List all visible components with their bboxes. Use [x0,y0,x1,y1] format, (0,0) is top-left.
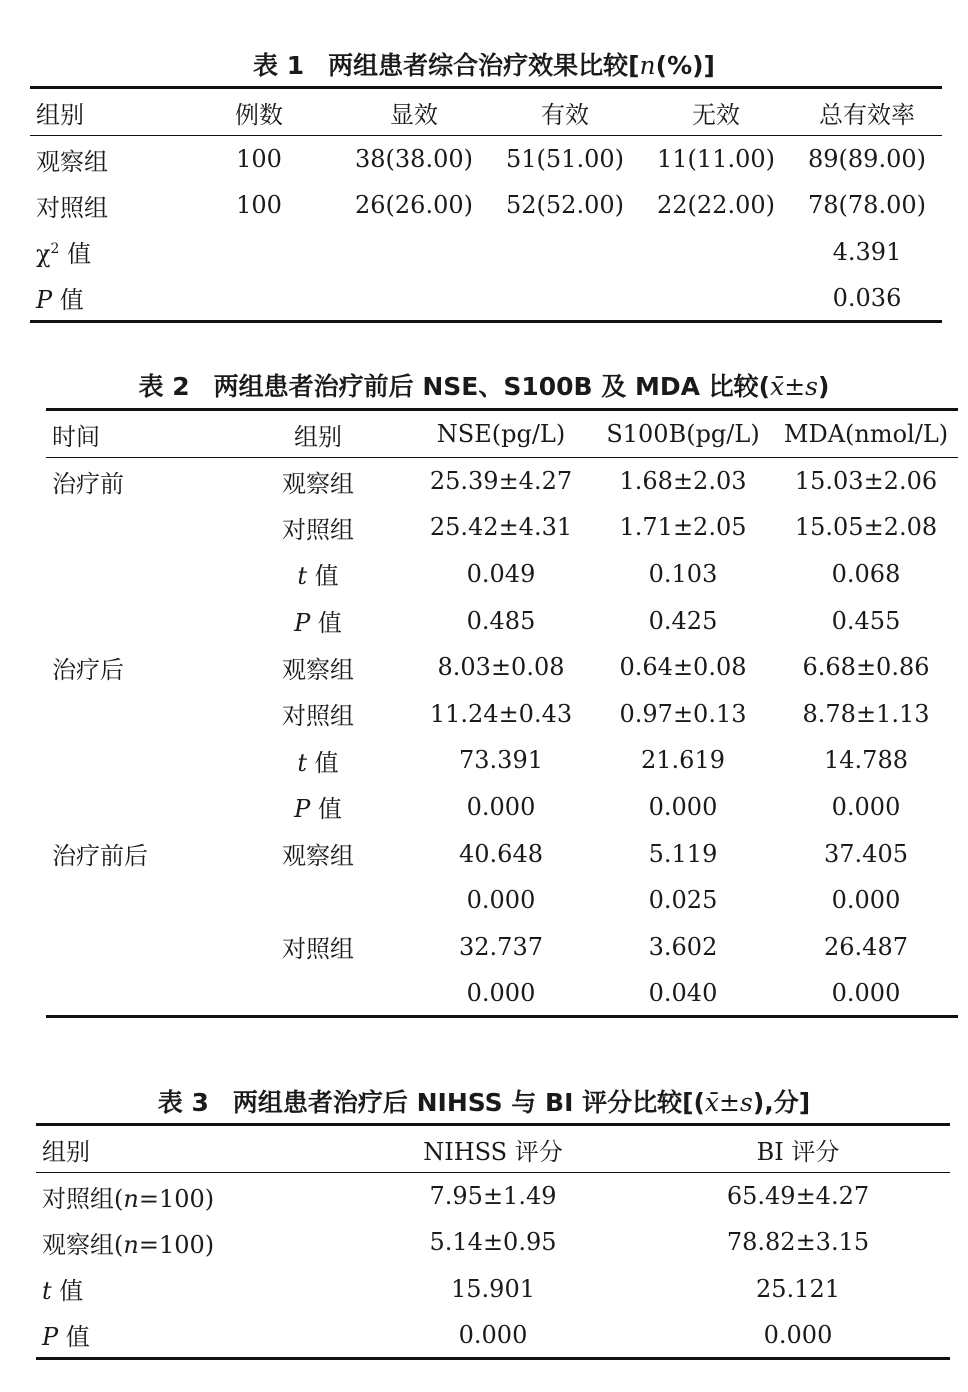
table3-number: 表 3 [157,1088,209,1117]
table1-header: 显效 [338,88,490,136]
table2-value-cell: 32.737 [459,932,543,961]
table1-cell: 观察组 [36,147,108,176]
table1-header: 例数 [180,88,338,136]
table2-time-cell [46,690,226,737]
table2-value-cell: 25.42±4.31 [429,513,573,542]
table2-time-cell [46,970,226,1017]
table2-title-tail: ) [818,372,830,401]
table2-value-cell: 40.648 [459,839,543,868]
table3-value-cell: 25.121 [756,1274,840,1303]
chi-symbol: χ [36,240,51,269]
group-label-tail: 值 [51,1277,84,1306]
table2-time-cell [46,597,226,644]
table2-value-cell: 0.000 [831,792,901,821]
table-row [46,690,958,737]
table-row [46,551,958,598]
stat-symbol: P [294,795,311,824]
table1-stat-value: 0.036 [792,275,942,322]
table2-value-cell: 3.602 [648,932,718,961]
table-row [46,970,958,1017]
table2-title: 两组患者治疗前后 NSE、S100B 及 MDA 比较( [213,372,771,401]
table-row [46,458,958,505]
group-label: 观察组 [282,655,354,684]
table3-caption [0,1083,968,1119]
table2-time-cell [46,504,226,551]
table3-value-cell: 5.14±0.95 [429,1228,557,1257]
table2-header: 组别 [226,410,410,458]
table2-header-row [46,410,958,458]
table2-group-cell [226,923,410,970]
p-symbol: P [36,286,53,315]
table2-value-cell: 15.03±2.06 [794,467,938,496]
table2-group-cell [226,597,410,644]
table2-header: NSE(pg/L) [410,410,592,458]
table2-group-cell [226,877,410,924]
table1-title-var: n [639,51,656,80]
table-row [46,504,958,551]
table3-value-cell: 65.49±4.27 [726,1182,870,1211]
table-row [46,830,958,877]
stat-label-text: 值 [52,286,84,315]
table1-cell: 对照组 [36,193,108,222]
table-row [46,737,958,784]
stat-symbol: n [123,1230,139,1259]
table2-group-cell [226,784,410,831]
table1-cell: 100 [236,145,282,174]
table2-group-cell [226,737,410,784]
table2-value-cell: 0.97±0.13 [619,699,747,728]
table1-cell: 26(26.00) [355,191,473,220]
group-label: 值 [310,795,342,824]
table3-header: BI 评分 [646,1125,950,1173]
table2-value-cell: 8.03±0.08 [437,653,565,682]
table1-cell: 100 [236,191,282,220]
table2 [46,408,958,1018]
table2-value-cell: 0.000 [466,792,536,821]
table2-time-cell [46,551,226,598]
table2-value-cell: 25.39±4.27 [429,467,573,496]
table2-value-cell: 0.103 [648,559,718,588]
table1-title-tail: (%)] [655,51,715,80]
table2-group-cell [226,830,410,877]
group-label: 对照组( [42,1184,124,1213]
table1-cell: 38(38.00) [355,145,473,174]
stat-symbol: t [297,562,307,591]
table2-caption [0,367,968,403]
table2-value-cell: 0.000 [831,886,901,915]
table1-cell: 89(89.00) [808,145,926,174]
table-row [46,784,958,831]
table2-value-cell: 11.24±0.43 [429,699,573,728]
table2-value-cell: 5.119 [648,839,718,868]
table2-group-cell [226,644,410,691]
group-label: 观察组 [282,469,354,498]
table2-time-cell: 治疗前 [52,469,124,498]
group-label-tail: 值 [58,1323,90,1352]
table-row [30,275,942,322]
table2-value-cell: 0.64±0.08 [619,653,747,682]
table-row [46,877,958,924]
table1-header: 有效 [490,88,640,136]
table2-value-cell: 15.05±2.08 [794,513,938,542]
table2-header: 时间 [46,410,226,458]
table3-group-cell [36,1173,340,1220]
table3-value-cell: 7.95±1.49 [429,1182,557,1211]
table3-value-cell: 0.000 [646,1312,950,1359]
table2-value-cell: 0.000 [648,792,718,821]
stat-symbol: n [123,1184,139,1213]
table2-value-cell: 0.425 [648,606,718,635]
table2-value-cell: 26.487 [824,932,908,961]
table2-time-cell: 治疗前后 [52,842,148,871]
table3-group-cell [36,1219,340,1266]
stat-symbol: t [42,1277,52,1306]
table2-value-cell: 0.049 [466,559,536,588]
table2-value-cell: 0.455 [831,606,901,635]
table2-time-cell [46,923,226,970]
group-label: 值 [307,748,339,777]
table2-value-cell: 0.025 [648,886,718,915]
table2-time-cell [46,877,226,924]
table1-header: 无效 [640,88,792,136]
table3-header-row [36,1125,950,1173]
table2-title-stat: x̄±s [770,372,819,401]
table-row [36,1266,950,1313]
table-row [46,644,958,691]
table3-value-cell: 0.000 [340,1312,646,1359]
table2-time-cell [46,737,226,784]
table3-group-cell [36,1312,340,1359]
table2-header: MDA(nmol/L) [774,410,958,458]
table1-header: 总有效率 [792,88,942,136]
table2-value-cell: 1.71±2.05 [619,513,747,542]
table2-group-cell [226,458,410,505]
table1-stat-value: 4.391 [832,237,902,266]
table1 [30,86,942,323]
table2-value-cell: 8.78±1.13 [802,699,930,728]
table3-title-tail: ),分] [752,1088,811,1117]
stat-symbol: P [294,609,311,638]
table1-cell: 11(11.00) [657,145,775,174]
table2-value-cell: 0.485 [466,606,536,635]
table2-header: S100B(pg/L) [592,410,774,458]
table1-number: 表 1 [253,51,305,80]
table-row [30,182,942,229]
table1-stat-label [30,275,180,322]
table2-group-cell [226,551,410,598]
table1-title: 两组患者综合治疗效果比较[ [328,51,640,80]
group-label: 值 [307,562,339,591]
table3-group-cell [36,1266,340,1313]
table1-header-row [30,88,942,136]
table-row [46,597,958,644]
group-label-tail: =100) [138,1184,215,1213]
table-row [36,1219,950,1266]
table3 [36,1123,950,1360]
group-label: 值 [310,609,342,638]
table2-value-cell: 0.040 [592,970,774,1017]
table2-value-cell: 0.000 [774,970,958,1017]
table2-value-cell: 73.391 [459,746,543,775]
table1-cell: 51(51.00) [506,145,624,174]
group-label: 对照组 [282,935,354,964]
stat-symbol: P [42,1323,59,1352]
table3-value-cell: 15.901 [451,1274,535,1303]
group-label: 观察组( [42,1230,124,1259]
table-row [30,229,942,276]
table2-value-cell: 37.405 [824,839,908,868]
chi-superscript: 2 [50,241,60,258]
table2-value-cell: 1.68±2.03 [619,467,747,496]
table2-group-cell [226,690,410,737]
table2-value-cell: 0.000 [466,886,536,915]
table-row [36,1312,950,1359]
table2-group-cell [226,970,410,1017]
table3-title: 两组患者治疗后 NIHSS 与 BI 评分比较[( [232,1088,705,1117]
table2-value-cell: 21.619 [641,746,725,775]
table-row [46,923,958,970]
group-label-tail: =100) [138,1230,215,1259]
table2-value-cell: 14.788 [824,746,908,775]
table3-title-stat: x̄±s [704,1088,753,1117]
table2-number: 表 2 [138,372,190,401]
table3-value-cell: 78.82±3.15 [726,1228,870,1257]
table1-stat-label [30,229,180,276]
group-label: 观察组 [282,842,354,871]
table2-value-cell: 0.068 [831,559,901,588]
table1-cell: 22(22.00) [657,191,775,220]
table2-time-cell: 治疗后 [52,655,124,684]
group-label: 对照组 [282,515,354,544]
table3-header: 组别 [36,1125,340,1173]
stat-label-text: 值 [59,240,92,269]
stat-symbol: t [297,748,307,777]
table2-time-cell [46,784,226,831]
table1-cell: 78(78.00) [808,191,926,220]
table2-value-cell: 6.68±0.86 [802,653,930,682]
table1-caption [0,46,968,82]
group-label: 对照组 [282,702,354,731]
table3-header: NIHSS 评分 [340,1125,646,1173]
table-row [36,1173,950,1220]
table2-group-cell [226,504,410,551]
table1-cell: 52(52.00) [506,191,624,220]
table2-value-cell: 0.000 [410,970,592,1017]
table-row [30,136,942,183]
table1-header: 组别 [30,88,180,136]
